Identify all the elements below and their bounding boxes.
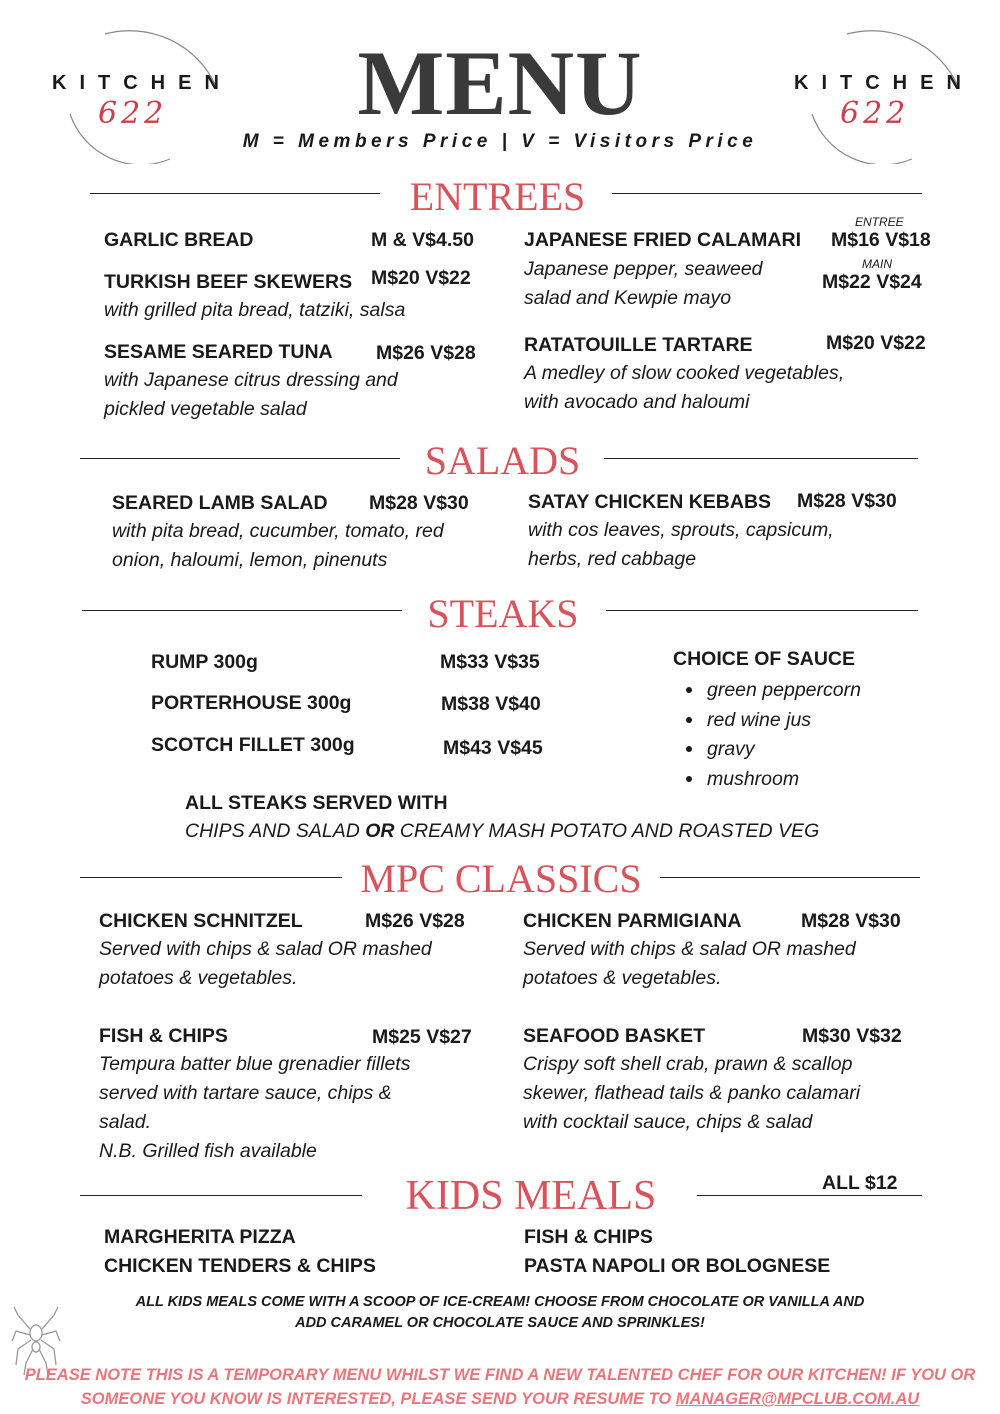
item-ratatouille-tartare-name: RATATOUILLE TARTARE [524, 334, 753, 356]
item-japanese-fried-calamari-desc-2: salad and Kewpie mayo [524, 287, 732, 309]
item-turkish-beef-skewers-desc: with grilled pita bread, tatziki, salsa [104, 299, 406, 321]
item-scotch-fillet-name: SCOTCH FILLET 300g [151, 734, 355, 756]
item-seafood-basket-desc-3: with cocktail sauce, chips & salad [523, 1111, 813, 1133]
item-seared-lamb-salad-desc-2: onion, haloumi, lemon, pinenuts [112, 549, 388, 571]
kids-meals-price: ALL $12 [822, 1172, 898, 1194]
served-option-1: CHIPS AND SALAD [185, 820, 366, 842]
item-ratatouille-tartare-desc-2: with avocado and haloumi [524, 391, 750, 413]
notice-text: SOMEONE YOU KNOW IS INTERESTED, PLEASE SEND YOUR RESUME TO [80, 1390, 676, 1408]
calamari-entree-price: M$16 V$18 [831, 229, 931, 251]
item-garlic-bread-price: M & V$4.50 [371, 229, 474, 251]
calamari-main-label: MAIN [862, 257, 892, 271]
item-chicken-schnitzel-price: M$26 V$28 [365, 910, 465, 932]
item-porterhouse-price: M$38 V$40 [441, 693, 541, 715]
calamari-main-price: M$22 V$24 [822, 271, 922, 293]
item-fish-chips-name: FISH & CHIPS [99, 1025, 228, 1047]
item-satay-chicken-kebabs-desc-2: herbs, red cabbage [528, 548, 697, 570]
bullet-icon [686, 746, 692, 752]
bullet-icon [686, 776, 692, 782]
divider [90, 193, 380, 194]
item-seared-lamb-salad-price: M$28 V$30 [369, 492, 469, 514]
section-heading-steaks: STEAKS [427, 591, 579, 636]
served-or: OR [365, 820, 395, 842]
section-heading-kids-meals: KIDS MEALS [405, 1173, 657, 1219]
section-heading-entrees: ENTREES [409, 174, 586, 219]
sauce-label: green peppercorn [707, 679, 861, 701]
sauce-label: red wine jus [707, 708, 812, 731]
kids-icecream-note-line-1: ALL KIDS MEALS COME WITH A SCOOP OF ICE-CREAM! CHOOSE FROM CHOCOLATE OR VANILLA AND [135, 1294, 865, 1310]
item-porterhouse-name: PORTERHOUSE 300g [151, 692, 352, 714]
item-fish-chips-desc-2: served with tartare sauce, chips & [99, 1082, 392, 1104]
item-ratatouille-tartare-desc-1: A medley of slow cooked vegetables, [524, 362, 845, 384]
item-chicken-parmigiana-desc-1: Served with chips & salad OR mashed [523, 938, 856, 960]
kids-item-chicken-tenders: CHICKEN TENDERS & CHIPS [104, 1255, 376, 1277]
steaks-served-title: ALL STEAKS SERVED WITH [185, 792, 448, 814]
item-japanese-fried-calamari-desc-1: Japanese pepper, seaweed [524, 258, 763, 280]
sauce-label: mushroom [707, 767, 800, 790]
sauce-item [683, 735, 861, 765]
sauce-list [683, 676, 861, 794]
logo-number-text: 622 [98, 96, 168, 131]
bullet-icon [686, 717, 692, 723]
item-chicken-parmigiana-desc-2: potatoes & vegetables. [523, 967, 722, 989]
item-seafood-basket-price: M$30 V$32 [802, 1025, 902, 1047]
logo-kitchen-text: KITCHEN [52, 72, 232, 94]
divider [80, 877, 342, 878]
item-sesame-seared-tuna-desc-2: pickled vegetable salad [104, 398, 307, 420]
bullet-icon [686, 687, 692, 693]
item-chicken-schnitzel-desc-2: potatoes & vegetables. [99, 967, 298, 989]
item-chicken-parmigiana-price: M$28 V$30 [801, 910, 901, 932]
item-chicken-schnitzel-desc-1: Served with chips & salad OR mashed [99, 938, 432, 960]
divider [604, 458, 918, 459]
item-garlic-bread-name: GARLIC BREAD [104, 229, 254, 251]
item-satay-chicken-kebabs-price: M$28 V$30 [797, 490, 897, 512]
item-turkish-beef-skewers-name: TURKISH BEEF SKEWERS [104, 271, 353, 293]
item-sesame-seared-tuna-name: SESAME SEARED TUNA [104, 341, 333, 363]
item-seared-lamb-salad-desc-1: with pita bread, cucumber, tomato, red [112, 520, 444, 542]
temporary-menu-notice-line-2 [0, 1387, 1000, 1412]
item-ratatouille-tartare-price: M$20 V$22 [826, 332, 926, 354]
divider [697, 1195, 922, 1196]
item-chicken-parmigiana-name: CHICKEN PARMIGIANA [523, 910, 742, 932]
kids-item-pasta: PASTA NAPOLI OR BOLOGNESE [524, 1255, 831, 1277]
sauce-label: gravy [707, 738, 755, 760]
item-turkish-beef-skewers-price: M$20 V$22 [371, 267, 471, 289]
temporary-menu-notice-line-1: PLEASE NOTE THIS IS A TEMPORARY MENU WHILST WE FIND A NEW TALENTED CHEF FOR OUR KITCHEN! IF YOU OR [24, 1366, 976, 1384]
divider [612, 193, 922, 194]
divider [82, 610, 402, 611]
logo-kitchen-text: KITCHEN [794, 72, 974, 94]
calamari-entree-label: ENTREE [855, 215, 904, 229]
item-fish-chips-desc-1: Tempura batter blue grenadier fillets [99, 1053, 411, 1075]
item-seared-lamb-salad-name: SEARED LAMB SALAD [112, 492, 328, 514]
section-heading-mpc-classics: MPC CLASSICS [360, 856, 642, 901]
page-title: MENU [357, 32, 643, 134]
item-rump-name: RUMP 300g [151, 651, 258, 673]
divider [660, 877, 920, 878]
price-legend: M = Members Price | V = Visitors Price [242, 131, 758, 152]
item-scotch-fillet-price: M$43 V$45 [443, 737, 543, 759]
item-fish-chips-desc-3: salad. [99, 1111, 152, 1133]
item-japanese-fried-calamari-name: JAPANESE FRIED CALAMARI [524, 229, 801, 251]
item-fish-chips-desc-4: N.B. Grilled fish available [99, 1140, 317, 1162]
section-heading-salads: SALADS [424, 438, 581, 483]
item-chicken-schnitzel-name: CHICKEN SCHNITZEL [99, 910, 303, 932]
sauce-item [683, 765, 861, 795]
item-satay-chicken-kebabs-name: SATAY CHICKEN KEBABS [528, 491, 772, 513]
divider [80, 458, 400, 459]
sauce-item [683, 676, 861, 706]
item-rump-price: M$33 V$35 [440, 651, 540, 673]
sauce-item [683, 706, 861, 736]
kids-item-fish-chips: FISH & CHIPS [524, 1226, 653, 1248]
manager-email-link[interactable]: MANAGER@MPCLUB.COM.AU [675, 1390, 920, 1408]
item-seafood-basket-desc-2: skewer, flathead tails & panko calamari [523, 1082, 861, 1104]
divider [606, 610, 918, 611]
steaks-served-desc [185, 817, 819, 846]
item-fish-chips-price: M$25 V$27 [372, 1026, 472, 1048]
item-satay-chicken-kebabs-desc-1: with cos leaves, sprouts, capsicum, [528, 519, 834, 541]
kids-item-margherita-pizza: MARGHERITA PIZZA [104, 1226, 296, 1248]
sauce-choice-title: CHOICE OF SAUCE [673, 648, 856, 670]
item-seafood-basket-desc-1: Crispy soft shell crab, prawn & scallop [523, 1053, 853, 1075]
logo-number-text: 622 [840, 96, 910, 131]
divider [80, 1195, 362, 1196]
item-sesame-seared-tuna-desc-1: with Japanese citrus dressing and [104, 369, 398, 391]
item-seafood-basket-name: SEAFOOD BASKET [523, 1025, 706, 1047]
item-sesame-seared-tuna-price: M$26 V$28 [376, 342, 476, 364]
served-option-2: CREAMY MASH POTATO AND ROASTED VEG [394, 820, 820, 842]
kids-icecream-note-line-2: ADD CARAMEL OR CHOCOLATE SAUCE AND SPRINKLES! [295, 1315, 705, 1331]
